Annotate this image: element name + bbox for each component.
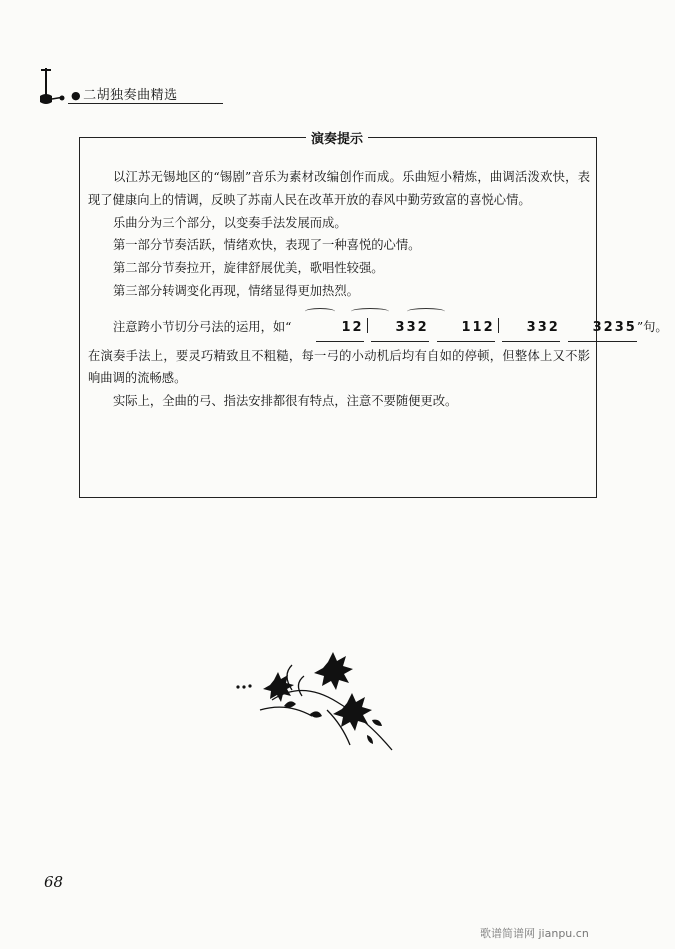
note-group-3: 112 bbox=[437, 317, 495, 342]
header-title bbox=[71, 84, 178, 103]
barline bbox=[498, 318, 499, 333]
paragraph-structure: 乐曲分为三个部分，以变奏手法发展而成。 bbox=[113, 215, 347, 230]
box-title: 演奏提示 bbox=[306, 128, 368, 147]
watermark: 歌谱简谱网 jianpu.cn bbox=[480, 927, 589, 940]
running-header bbox=[38, 62, 223, 110]
paragraph-part-3: 第三部分转调变化再现，情绪显得更加热烈。 bbox=[113, 283, 359, 298]
slur-2 bbox=[351, 308, 389, 315]
example-prefix: 注意跨小节切分弓法的运用，如“ bbox=[113, 319, 292, 334]
bullet-icon: ● bbox=[71, 89, 82, 102]
barline bbox=[367, 318, 368, 333]
jianpu-notation bbox=[291, 316, 636, 342]
note-group-1: 12 bbox=[316, 317, 363, 342]
paragraph-fingering: 实际上，全曲的弓、指法安排都很有特点，注意不要随便更改。 bbox=[113, 394, 458, 409]
book-title: 二胡独奏曲精选 bbox=[83, 88, 178, 103]
box-content bbox=[88, 166, 668, 413]
slur-1 bbox=[305, 308, 335, 315]
page-number: 68 bbox=[44, 873, 64, 891]
performance-tips-box bbox=[79, 132, 668, 498]
note-group-2: 332 bbox=[371, 317, 429, 342]
paragraph-part-2: 第二部分节奏拉开，旋律舒展优美，歌唱性较强。 bbox=[113, 261, 384, 276]
erhu-icon bbox=[38, 66, 68, 108]
chrysanthemum-illustration bbox=[232, 640, 402, 755]
paragraph-technique: 在演奏手法上，要灵巧精致且不粗糙，每一弓的小动机后均有自如的停顿，但整体上又不影响曲调的流畅感。 bbox=[88, 348, 590, 386]
paragraph-bowing-example bbox=[88, 316, 668, 342]
note-group-5: 3235 bbox=[568, 317, 637, 342]
paragraph-part-1: 第一部分节奏活跃，情绪欢快，表现了一种喜悦的心情。 bbox=[113, 238, 421, 253]
header-rule bbox=[68, 103, 223, 104]
slur-3 bbox=[407, 308, 445, 315]
example-suffix: ”句。 bbox=[636, 319, 668, 334]
paragraph-intro: 以江苏无锡地区的“锡剧”音乐为素材改编创作而成。乐曲短小精炼，曲调活泼欢快，表现了健康向上的情调，反映了苏南人民在改革开放的春风中勤劳致富的喜悦心情。 bbox=[88, 170, 590, 207]
note-group-4: 332 bbox=[502, 317, 560, 342]
